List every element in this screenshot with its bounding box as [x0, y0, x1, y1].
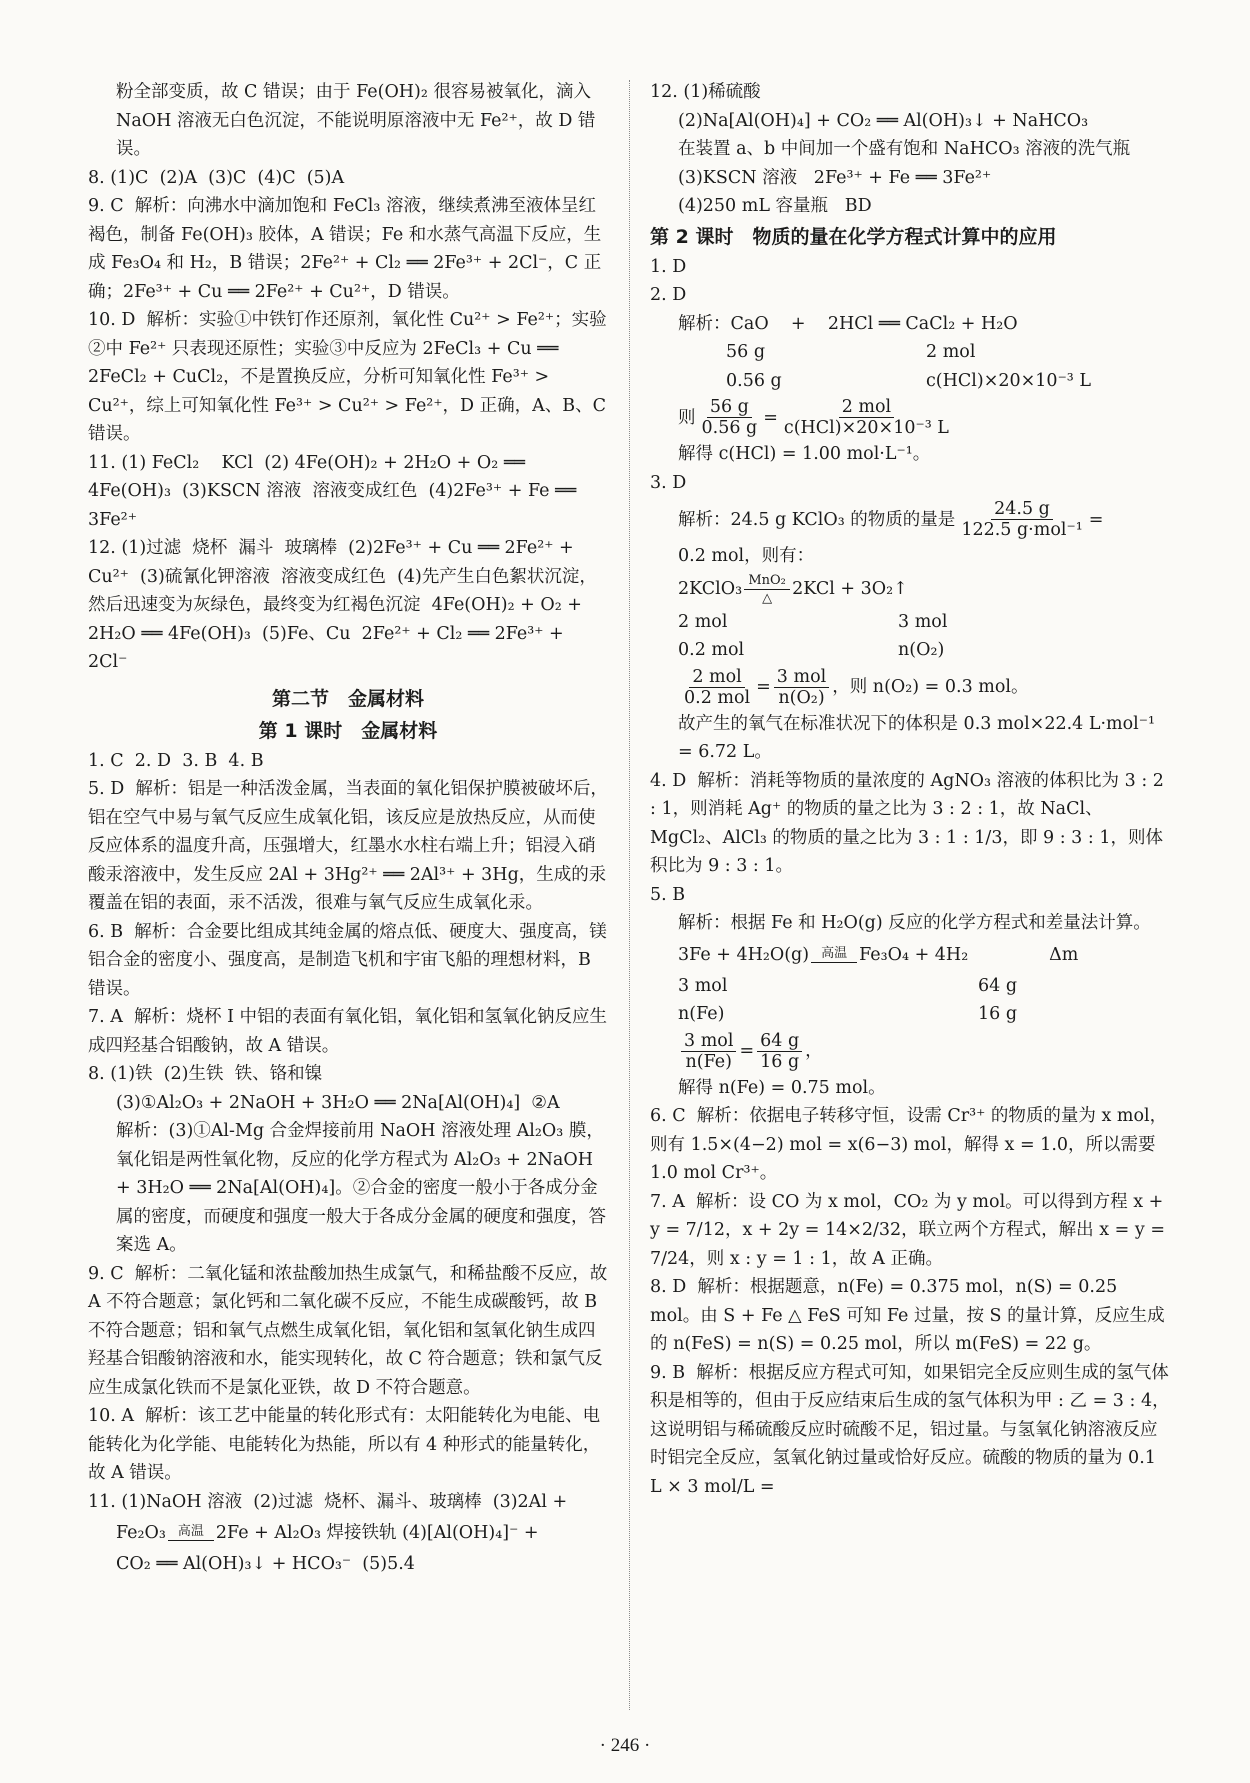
r3-equation: [650, 573, 1170, 606]
r3-row1: [650, 608, 1170, 637]
answer-r12a: 12. (1)稀硫酸: [650, 82, 761, 102]
answer-8b: (3)①Al₂O₃ + 2NaOH + 3H₂O ══ 2Na[Al(OH)₄] ②A: [116, 1092, 560, 1113]
r3-frac2-num: 3 mol: [774, 667, 829, 688]
answer-8c: 解析：(3)①Al-Mg 合金焊接前用 NaOH 溶液处理 Al₂O₃ 膜，氧化铝是两性氧化物，反应的化学方程式为 Al₂O₃ + 2NaOH + 3H₂O ══ 2Na[Al(OH)₄]。②合金的密度一般小于各成分金属的密度，而硬度和强度一般大于各成分金属的硬度和强度，答案选 A。: [116, 1121, 606, 1255]
r5-row2-b: 16 g: [978, 1004, 1018, 1024]
answer-9: 9. C 解析：二氧化锰和浓盐酸加热生成氯气，和稀盐酸不反应，故 A 不符合题意；氯化钙和二氧化碳不反应，不能生成碳酸钙，故 B 不符合题意；铝和氧气点燃生成氧化铝，氧化铝和氢氧化钠生成四羟基合铝酸钠溶液和水，能实现转化，故 C 符合题意；铁和氯气反应生成氯化铁而不是氯化亚铁，故 D 不符合题意。: [88, 1263, 613, 1398]
r5-frac2-num: 64 g: [757, 1031, 802, 1052]
eq11-cond-top: 高温: [177, 1524, 204, 1539]
answer-r12c: 在装置 a、b 中间加一个盛有饱和 NaHCO₃ 溶液的洗气瓶: [678, 139, 1131, 159]
answer-q8: 8. (1)C (2)A (3)C (4)C (5)A: [88, 167, 345, 188]
lesson2-title: 第 2 课时 物质的量在化学方程式计算中的应用: [650, 225, 1057, 248]
r2-frac2-den: c(HCl)×20×10⁻³ L: [783, 418, 949, 438]
r5-condition: [811, 946, 857, 964]
r2-row1: [650, 338, 1170, 367]
answer-11c: CO₂ ══ Al(OH)₃↓ + HCO₃⁻ (5)5.4: [116, 1554, 415, 1574]
r3-eq-left: 2KClO₃: [678, 579, 743, 599]
answer-11-equation: [88, 1518, 608, 1548]
answer-q10: 10. D 解析：实验①中铁钉作还原剂，氧化性 Cu²⁺ > Fe²⁺；实验②中 Fe²⁺ 只表现还原性；实验③中反应为 2FeCl₃ + Cu ══ 2FeCl₂ + CuCl₂，不是置换反应，分析可知氧化性 Fe³⁺ > Cu²⁺，综上可知氧化性 Fe³⁺ > Cu²⁺ > Fe²⁺，D 正确，A、B、C 错误。: [88, 310, 612, 444]
answer-7: 7. A 解析：烧杯 Ⅰ 中铝的表面有氧化铝，氧化铝和氢氧化钠反应生成四羟基合铝酸钠，故 A 错误。: [88, 1007, 608, 1056]
r5-row2-a: n(Fe): [678, 1004, 725, 1024]
r3-row1-b: 3 mol: [898, 611, 948, 632]
r3-ratio: $\frac{\text{2 mol}}{\text{0.2 mol}}$ = $\frac{\text{3 mol}}{\text{n(O₂)}}$ ，则 n(O₂) = 0.3 mol。: [650, 667, 1170, 708]
r5-ratio: $\frac{\text{3 mol}}{n(Fe)}$ = $\frac{64 g}{16 g}$ ，: [650, 1031, 1170, 1072]
column-divider: [629, 80, 630, 1710]
answer-q9: 9. C 解析：向沸水中滴加饱和 FeCl₃ 溶液，继续煮沸至液体呈红褐色，制备 Fe(OH)₃ 胶体，A 错误；Fe 和水蒸气高温下反应，生成 Fe₃O₄ 和 H₂，B 错误；2Fe²⁺ + Cl₂ ══ 2Fe³⁺ + 2Cl⁻，C 正确；2Fe³⁺ + Cu ══ 2Fe²⁺ + Cu²⁺，D 错误。: [88, 196, 602, 302]
r3-cond-top: MnO₂: [748, 572, 786, 588]
r3-volume: 故产生的氧气在标准状况下的体积是 0.3 mol×22.4 L·mol⁻¹ = 6.72 L。: [678, 713, 1161, 762]
lesson-title: 第 1 课时 金属材料: [258, 719, 438, 742]
r3-row2-a: 0.2 mol: [678, 640, 745, 660]
r5-row1-b: 64 g: [978, 975, 1018, 996]
r3-frac2: [774, 667, 829, 708]
r5-frac1-den: n(Fe): [685, 1051, 732, 1072]
r5-a: 解析：根据 Fe 和 H₂O(g) 反应的化学方程式和差量法计算。: [678, 913, 1151, 933]
answer-r6: 6. C 解析：依据电子转移守恒，设需 Cr³⁺ 的物质的量为 x mol，则有 1.5×(4−2) mol = x(6−3) mol，解得 x = 1.0，所以需要 1.0 mol Cr³⁺。: [650, 1106, 1168, 1183]
r3-row2: [650, 636, 1170, 665]
answer-r9: 9. B 解析：根据反应方程式可知，如果铝完全反应则生成的氢气体积是相等的，但由于反应结束后生成的氢气体积为甲 : 乙 = 3 : 4，这说明铝与稀硫酸反应时硫酸不足，铝过量。与氢氧化钠溶液反应时铝完全反应，氢氧化钠过量或恰好反应。硫酸的物质的量为 0.1 L × 3 mol/L =: [650, 1362, 1170, 1497]
answer-5: 5. D 解析：铝是一种活泼金属，当表面的氧化铝保护膜被破坏后，铝在空气中易与氧气反应生成氧化铝，该反应是放热反应，从而使反应体系的温度升高，压强增大，红墨水水柱右端上升；铝浸入硝酸汞溶液中，发生反应 2Al + 3Hg²⁺ ══ 2Al³⁺ + 3Hg，生成的汞覆盖在铝的表面，汞不活泼，很难与氧气反应生成氧化汞。: [88, 779, 608, 913]
r3-frac1-num: 2 mol: [689, 667, 744, 688]
r2-row2-a: 0.56 g: [726, 370, 782, 391]
r2-frac2: [781, 397, 952, 438]
answer-r7: 7. A 解析：设 CO 为 x mol，CO₂ 为 y mol。可以得到方程 x + y = 7/12，x + 2y = 14×2/32，联立两个方程式，解出 x = y = 7/24，则 x : y = 1 : 1，故 A 正确。: [650, 1191, 1171, 1269]
r5-row2: [650, 1000, 1170, 1029]
r5-frac1: [681, 1031, 736, 1072]
r5-solution: 解得 n(Fe) = 0.75 mol。: [678, 1077, 886, 1098]
r3-cond-bottom: △: [762, 590, 773, 606]
answer-q7-continued: 粉全部变质，故 C 错误；由于 Fe(OH)₂ 很容易被氧化，滴入 NaOH 溶液无白色沉淀，不能说明原溶液中无 Fe²⁺，故 D 错误。: [116, 82, 597, 159]
r3-tail: ，则 n(O₂) = 0.3 mol。: [832, 677, 1029, 697]
r3-frac1-den: 0.2 mol: [684, 687, 751, 708]
r2-frac1-num: 56 g: [707, 397, 752, 418]
r5-frac2-den: 16 g: [760, 1051, 800, 1072]
answer-r12e: (4)250 mL 容量瓶 BD: [678, 196, 872, 216]
answer-r2: 2. D: [650, 285, 687, 305]
r3-row1-a: 2 mol: [678, 611, 728, 632]
answer-r3: 3. D: [650, 472, 687, 493]
r2-row1-b: 2 mol: [926, 342, 976, 362]
r3-row2-b: n(O₂): [898, 640, 945, 660]
right-column: [650, 78, 1170, 1501]
eq11-left: Fe₂O₃: [116, 1523, 166, 1543]
r2-frac1-den: 0.56 g: [701, 418, 758, 438]
page-number: · 246 ·: [599, 1735, 651, 1756]
r5-row1-a: 3 mol: [678, 975, 728, 996]
section-title: 第二节 金属材料: [271, 687, 424, 710]
answer-r8: 8. D 解析：根据题意，n(Fe) = 0.375 mol，n(S) = 0.25 mol。由 S + Fe △ FeS 可知 Fe 过量，按 S 的量计算，反应生成的 n(FeS) = n(S) = 0.25 mol，所以 m(FeS) = 22 g。: [650, 1277, 1165, 1354]
r3-frac-num: 24.5 g: [991, 499, 1053, 520]
r2-row2: [650, 367, 1170, 396]
r3-frac: [958, 499, 1085, 540]
r3-eq-right: 2KCl + 3O₂↑: [792, 579, 908, 599]
answers-1-4: 1. C 2. D 3. B 4. B: [88, 750, 264, 771]
r3-frac1: [681, 667, 753, 708]
r5-eq-right: Fe₃O₄ + 4H₂: [859, 944, 969, 965]
r5-eq-left: 3Fe + 4H₂O(g): [678, 944, 810, 965]
answer-r4: 4. D 解析：消耗等物质的量浓度的 AgNO₃ 溶液的体积比为 3 : 2 : 1，则消耗 Ag⁺ 的物质的量之比为 3 : 2 : 1，故 NaCl、MgCl₂、AlCl₃ 的物质的量之比为 3 : 1 : 1/3，即 9 : 3 : 1，则体积比为 9 : 3 : 1。: [650, 770, 1170, 876]
r2-solution: 解得 c(HCl) = 1.00 mol·L⁻¹。: [678, 444, 931, 464]
r2-row1-a: 56 g: [726, 342, 766, 362]
answer-q11: 11. (1) FeCl₂ KCl (2) 4Fe(OH)₂ + 2H₂O + O₂ ══ 4Fe(OH)₃ (3)KSCN 溶液 溶液变成红色 (4)2Fe³⁺ + Fe ══ 3Fe²⁺: [88, 452, 582, 530]
r3-condition: [744, 573, 790, 606]
answer-r1: 1. D: [650, 256, 687, 277]
answer-6: 6. B 解析：合金要比组成其纯金属的熔点低、硬度大、强度高，镁铝合金的密度小、强度高，是制造飞机和宇宙飞船的理想材料，B 错误。: [88, 921, 607, 999]
r5-dm: Δm: [1049, 944, 1079, 965]
r2-row2-b: c(HCl)×20×10⁻³ L: [926, 370, 1092, 391]
answer-10: 10. A 解析：该工艺中能量的转化形式有：太阳能转化为电能、电能转化为化学能、电能转化为热能，所以有 4 种形式的能量转化，故 A 错误。: [88, 1406, 601, 1483]
r3-b: =: [1088, 509, 1104, 530]
r2-then: 则: [678, 407, 696, 428]
answer-8a: 8. (1)铁 (2)生铁 铁、铬和镍: [88, 1064, 323, 1084]
eq11-condition: [168, 1524, 214, 1542]
left-column: [88, 78, 613, 1579]
r3-moles: [650, 499, 1170, 540]
r3-frac-den: 122.5 g·mol⁻¹: [961, 520, 1083, 540]
r5-frac1-num: 3 mol: [681, 1031, 736, 1052]
answer-r12b: (2)Na[Al(OH)₄] + CO₂ ══ Al(OH)₃↓ + NaHCO₃: [678, 110, 1089, 131]
answer-11a: 11. (1)NaOH 溶液 (2)过滤 烧杯、漏斗、玻璃棒 (3)2Al +: [88, 1491, 568, 1512]
answer-r12d: (3)KSCN 溶液 2Fe³⁺ + Fe ══ 3Fe²⁺: [678, 167, 992, 188]
r2-frac1: [699, 397, 761, 438]
r2-ratio: 则 $\frac{56 g}{0.56 g}$ = $\frac{\text{2 mol}}{\text{c(HCl)×20×10⁻³ L}}$: [650, 397, 1170, 438]
eq11-right: 2Fe + Al₂O₃ 焊接铁轨 (4)[Al(OH)₄]⁻ +: [215, 1523, 539, 1543]
r5-frac2: [757, 1031, 802, 1072]
r3-frac2-den: n(O₂): [778, 687, 825, 708]
r5-cond-top: 高温: [821, 945, 848, 961]
answer-q12: 12. (1)过滤 烧杯 漏斗 玻璃棒 (2)2Fe³⁺ + Cu ══ 2Fe²⁺ + Cu²⁺ (3)硫氰化钾溶液 溶液变成红色 (4)先产生白色絮状沉淀，然后迅速变为灰绿色，最终变为红褐色沉淀 4Fe(OH)₂ + O₂ + 2H₂O ══ 4Fe(OH)₃ (5)Fe、Cu 2Fe²⁺ + Cl₂ ══ 2Fe³⁺ + 2Cl⁻: [88, 538, 597, 672]
r2-equation: 解析：CaO + 2HCl ══ CaCl₂ + H₂O: [678, 313, 1018, 334]
r5-row1: [650, 972, 1170, 1001]
answer-r5: 5. B: [650, 884, 686, 905]
r3-a: 解析：24.5 g KClO₃ 的物质的量是: [678, 509, 956, 530]
r5-equation: [650, 940, 1170, 970]
r3-c: 0.2 mol，则有：: [678, 546, 815, 566]
r2-frac2-num: 2 mol: [839, 397, 894, 418]
